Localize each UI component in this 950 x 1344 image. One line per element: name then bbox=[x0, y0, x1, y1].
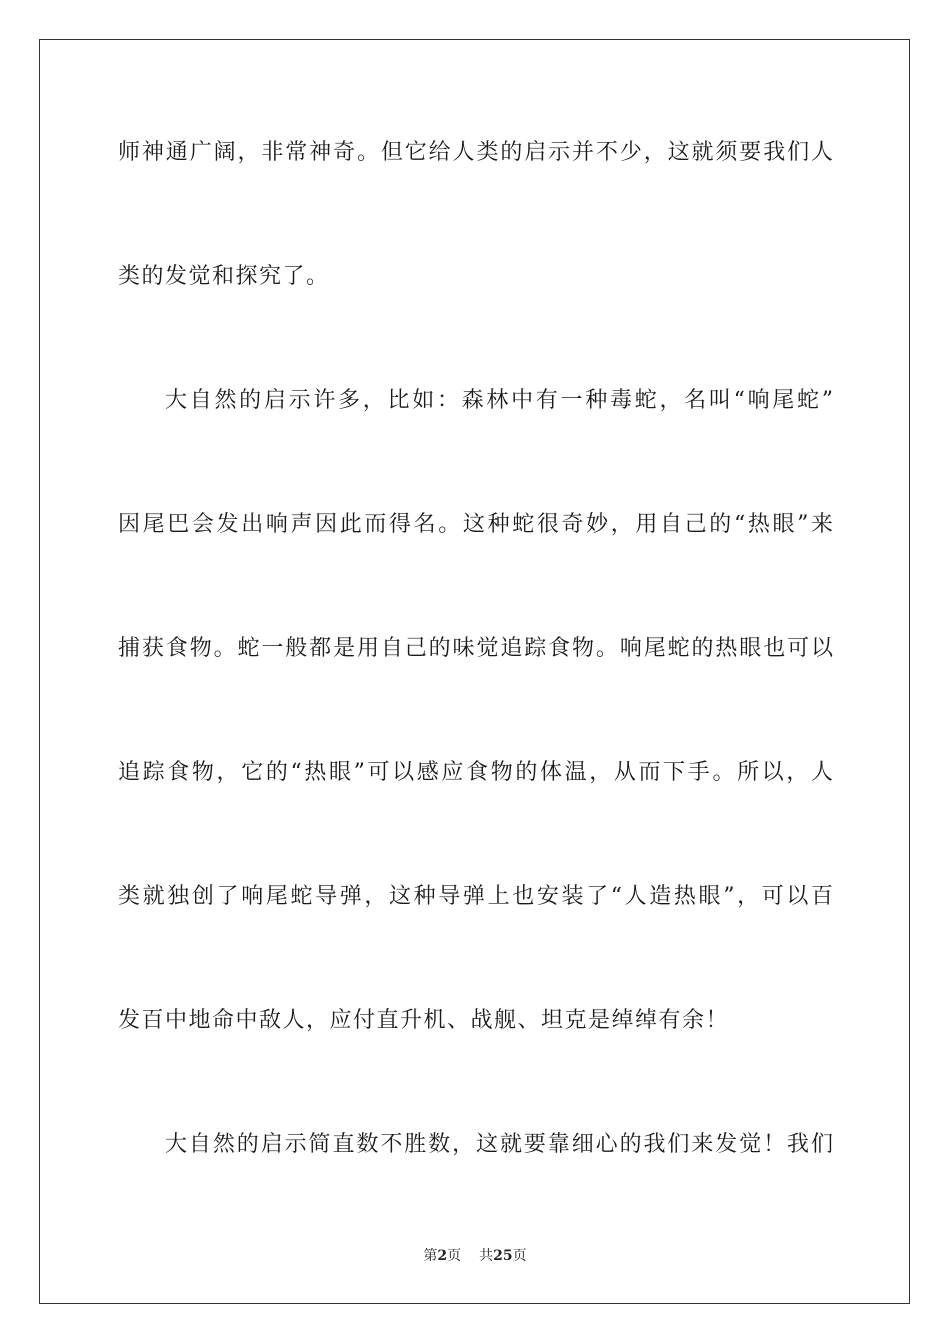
text-line-9: 大自然的启示简直数不胜数，这就要靠细心的我们来发觉！我们 bbox=[165, 1132, 833, 1157]
page-footer bbox=[0, 1246, 950, 1266]
text-line-5: 捕获食物。蛇一般都是用自己的味觉追踪食物。响尾蛇的热眼也可以 bbox=[118, 636, 833, 661]
text-line-4: 因尾巴会发出响声因此而得名。这种蛇很奇妙，用自己的“热眼”来 bbox=[118, 512, 833, 537]
page-number: 2 bbox=[437, 1248, 448, 1264]
total-suffix: 页 bbox=[512, 1248, 527, 1264]
text-line-2: 类的发觉和探究了。 bbox=[118, 264, 330, 289]
text-line-3: 大自然的启示许多，比如：森林中有一种毒蛇，名叫“响尾蛇” bbox=[165, 388, 833, 413]
page-suffix: 页 bbox=[447, 1248, 462, 1264]
page-prefix: 第 bbox=[423, 1248, 438, 1264]
page-frame bbox=[39, 39, 910, 1304]
text-line-6: 追踪食物，它的“热眼”可以感应食物的体温，从而下手。所以，人 bbox=[118, 760, 833, 785]
total-pages: 25 bbox=[493, 1248, 513, 1264]
total-prefix: 共 bbox=[479, 1248, 494, 1264]
text-line-8: 发百中地命中敌人，应付直升机、战舰、坦克是绰绰有余！ bbox=[118, 1008, 730, 1033]
text-line-7: 类就独创了响尾蛇导弹，这种导弹上也安装了“人造热眼”，可以百 bbox=[118, 884, 833, 909]
text-line-1: 师神通广阔，非常神奇。但它给人类的启示并不少，这就须要我们人 bbox=[118, 140, 833, 165]
